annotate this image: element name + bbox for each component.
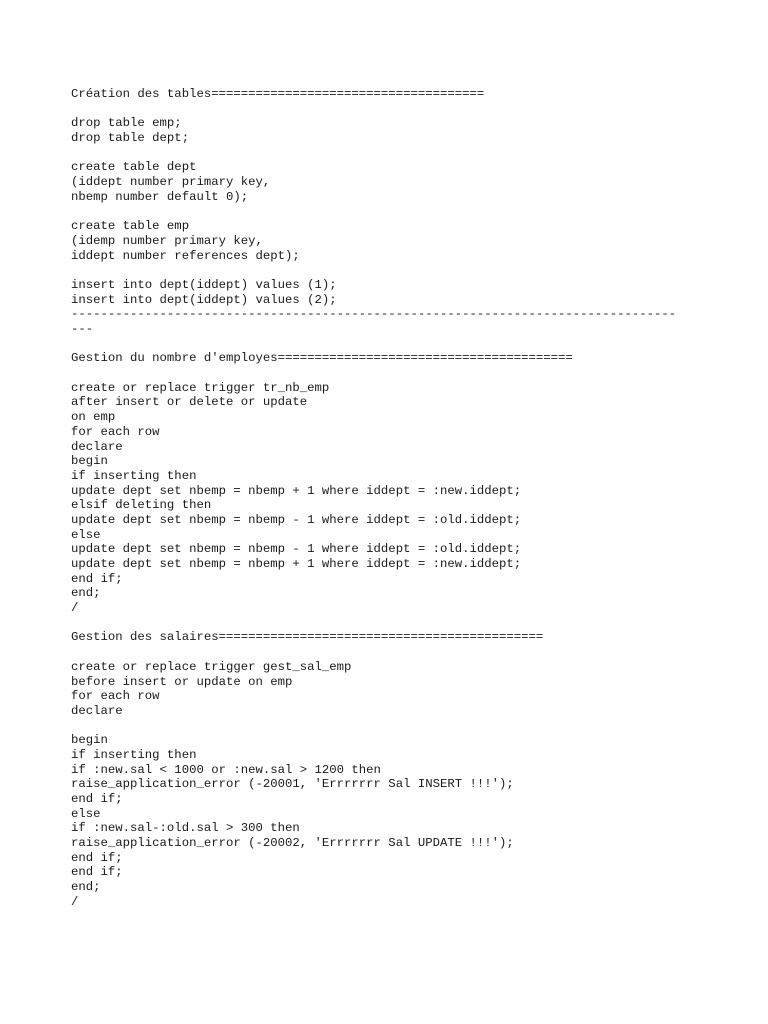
text-line: create table emp <box>71 219 190 234</box>
text-line: declare <box>71 439 123 454</box>
text-line: create table dept <box>71 160 197 175</box>
text-line: end if; <box>71 865 123 880</box>
text-line: / <box>71 894 79 909</box>
text-line: end if; <box>71 792 123 806</box>
blank-line <box>71 146 761 161</box>
text-line: update dept set nbemp = nbemp + 1 where iddept = :new.iddept; <box>71 483 522 498</box>
text-line: before insert or update on emp <box>71 674 293 689</box>
text-line: insert into dept(iddept) values (1); <box>71 277 337 292</box>
text-line: nbemp number default 0); <box>71 189 249 204</box>
text-line: if :new.sal < 1000 or :new.sal > 1200 then <box>71 762 381 777</box>
text-line: elsif deleting then <box>71 498 212 513</box>
text-line: declare <box>71 703 123 718</box>
text-line: end if; <box>71 850 123 865</box>
text-line: after insert or delete or update <box>71 395 308 410</box>
text-line: end; <box>71 880 101 895</box>
blank-line <box>71 645 761 660</box>
text-line: create or replace trigger tr_nb_emp <box>71 380 330 395</box>
text-line: --- <box>71 322 94 336</box>
blank-line <box>71 205 761 220</box>
text-line: Gestion du nombre d'employes======================================== <box>71 351 573 366</box>
blank-line <box>71 102 761 117</box>
blank-line <box>71 616 761 631</box>
text-line: else <box>71 806 101 821</box>
text-line: raise_application_error (-20001, 'Errrrrrr Sal INSERT !!!'); <box>71 777 514 792</box>
text-line: for each row <box>71 689 160 704</box>
text-line: if inserting then <box>71 747 197 762</box>
text-line: Gestion des salaires============================================ <box>71 630 544 645</box>
text-line: end if; <box>71 571 123 586</box>
text-line: else <box>71 527 101 542</box>
text-line: (iddept number primary key, <box>71 175 271 190</box>
blank-line <box>71 337 761 352</box>
text-line: update dept set nbemp = nbemp + 1 where iddept = :new.iddept; <box>71 557 522 571</box>
blank-line <box>71 263 761 278</box>
text-line: begin <box>71 733 108 748</box>
text-line: drop table emp; <box>71 116 182 131</box>
text-line: ---------------------------------------------------------------------------------- <box>71 307 677 322</box>
blank-line <box>71 719 761 734</box>
text-line: iddept number references dept); <box>71 248 300 263</box>
text-line: if :new.sal-:old.sal > 300 then <box>71 821 300 836</box>
text-line: for each row <box>71 424 160 439</box>
text-line: begin <box>71 454 108 469</box>
text-line: raise_application_error (-20002, 'Errrrrrr Sal UPDATE !!!'); <box>71 836 514 851</box>
text-line: update dept set nbemp = nbemp - 1 where iddept = :old.iddept; <box>71 542 522 557</box>
blank-line <box>71 366 761 381</box>
text-line: / <box>71 601 79 616</box>
text-line: Création des tables===================================== <box>71 87 485 101</box>
text-line: on emp <box>71 410 116 425</box>
text-line: insert into dept(iddept) values (2); <box>71 292 337 307</box>
text-line: end; <box>71 586 101 601</box>
text-line: update dept set nbemp = nbemp - 1 where iddept = :old.iddept; <box>71 512 522 527</box>
document-page <box>71 87 761 910</box>
text-line: drop table dept; <box>71 131 190 146</box>
text-line: create or replace trigger gest_sal_emp <box>71 659 352 674</box>
text-line: (idemp number primary key, <box>71 233 263 248</box>
text-line: if inserting then <box>71 468 197 483</box>
